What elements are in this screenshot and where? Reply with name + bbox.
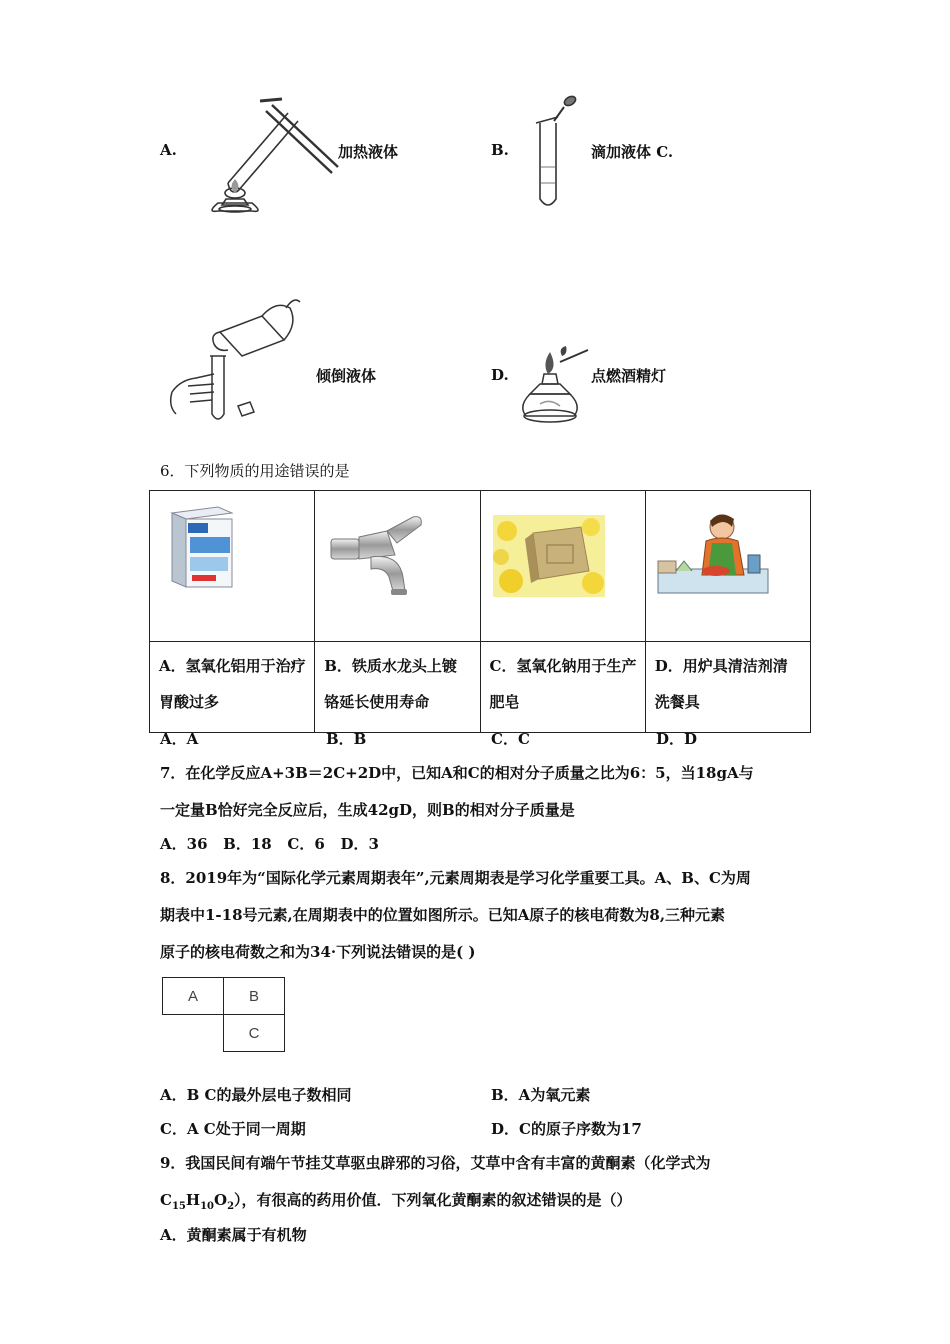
q6-image-cell-a	[150, 491, 315, 642]
q5-option-a-letter: A.	[160, 141, 177, 159]
q8-option-a: A．B C的最外层电子数相同	[160, 1086, 352, 1104]
q6-image-cell-b	[315, 491, 480, 642]
formula-o-sub: 2	[227, 1201, 235, 1212]
q6-cell-d-label: D．用炉具清洁剂清洗餐具	[645, 642, 810, 733]
q8-option-b: B．A为氧元素	[491, 1086, 591, 1104]
q7-options: A．36 B．18 C．6 D．3	[160, 835, 379, 853]
q8-line-2: 期表中1-18号元素,在周期表中的位置如图所示。已知A原子的核电荷数为8,三种元素	[160, 906, 726, 924]
q9-line-2	[160, 1189, 632, 1212]
formula-o: O	[213, 1191, 228, 1209]
faucet-image	[315, 491, 479, 637]
periodic-position-table	[162, 977, 285, 1052]
washing-dishes-image	[646, 491, 810, 637]
q6-cell-a-label: A．氢氧化铝用于治疗胃酸过多	[150, 642, 315, 733]
q6-image-cell-d	[645, 491, 810, 642]
q9-line-1: 9．我国民间有端午节挂艾草驱虫辟邪的习俗，艾草中含有丰富的黄酮素（化学式为	[160, 1154, 711, 1172]
q9-line-2-rest: ），有很高的药用价值．下列氧化黄酮素的叙述错误的是（）	[234, 1191, 632, 1209]
q6-cell-c-label: C．氢氧化钠用于生产肥皂	[480, 642, 645, 733]
q6-stem: 6．下列物质的用途错误的是	[160, 462, 350, 480]
q6-option-a: A．A	[160, 730, 199, 748]
q8-line-3: 原子的核电荷数之和为34·下列说法错误的是( )	[160, 943, 476, 961]
periodic-cell-c: C	[224, 1015, 285, 1052]
q6-table	[149, 490, 811, 733]
q5-option-a-text: 加热液体	[338, 143, 399, 161]
formula-c-sub: 15	[171, 1201, 186, 1212]
q6-option-d: D．D	[656, 730, 698, 748]
periodic-cell-a: A	[163, 978, 224, 1015]
periodic-cell-b: B	[224, 978, 285, 1015]
formula-h-sub: 10	[200, 1201, 214, 1212]
formula-c: C	[160, 1191, 172, 1209]
heating-liquid-image	[200, 95, 340, 213]
q6-option-c: C．C	[491, 730, 530, 748]
q7-line-2: 一定量B恰好完全反应后，生成42gD，则B的相对分子质量是	[160, 801, 575, 819]
q5-option-c-text: 倾倒液体	[316, 367, 377, 385]
q5-option-b-letter: B.	[491, 141, 509, 159]
pouring-liquid-image	[166, 294, 301, 426]
soap-image	[481, 491, 645, 637]
q6-option-b: B．B	[326, 730, 367, 748]
q8-line-1: 8．2019年为“国际化学元素周期表年”,元素周期表是学习化学重要工具。A、B、C为周	[160, 869, 751, 887]
q9-option-a: A．黄酮素属于有机物	[160, 1226, 307, 1244]
periodic-cell-empty	[163, 1015, 224, 1052]
q8-option-c: C．A C处于同一周期	[160, 1120, 306, 1138]
dropping-liquid-image	[530, 95, 580, 210]
q8-option-d: D．C的原子序数为17	[491, 1120, 642, 1138]
q6-image-cell-c	[480, 491, 645, 642]
q5-option-d-letter: D.	[491, 366, 509, 384]
formula-h: H	[185, 1191, 201, 1209]
q6-cell-b-label: B．铁质水龙头上镀铬延长使用寿命	[315, 642, 480, 733]
q5-option-b-text: 滴加液体 C.	[591, 143, 674, 161]
medicine-box-image	[150, 491, 314, 637]
q7-line-1: 7．在化学反应A+3B＝2C+2D中，已知A和C的相对分子质量之比为6：5，当18gA与	[160, 764, 754, 782]
lighting-lamp-image	[518, 344, 590, 426]
q5-option-d-text: 点燃酒精灯	[591, 367, 667, 385]
